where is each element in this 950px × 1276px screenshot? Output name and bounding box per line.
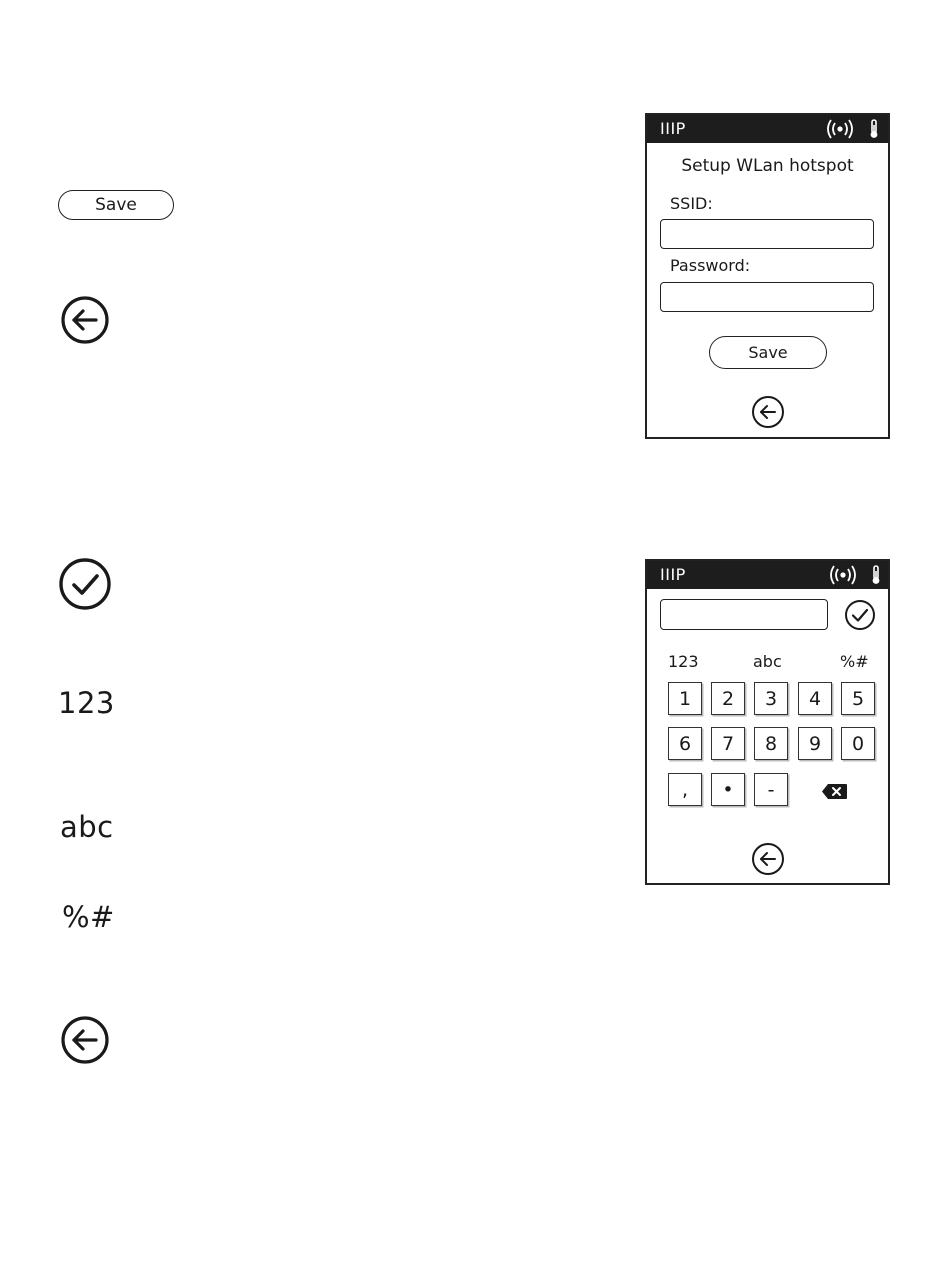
key-dash[interactable]: - [754,773,788,806]
key-6[interactable]: 6 [668,727,702,760]
back-arrow-icon[interactable] [60,295,110,345]
keypad-screen [645,559,890,885]
status-bar [647,115,888,143]
wifi-signal-icon [828,565,858,585]
mode-alpha-tab[interactable]: abc [753,652,782,671]
key-0[interactable]: 0 [841,727,875,760]
key-3[interactable]: 3 [754,682,788,715]
key-comma[interactable]: , [668,773,702,806]
brand-logo: IIIP [660,565,686,584]
back-arrow-icon[interactable] [751,842,785,876]
symbol-mode-label[interactable]: %# [62,900,115,934]
text-input[interactable] [660,599,828,630]
page-title: Setup WLan hotspot [681,156,854,176]
password-field[interactable] [660,282,874,312]
backspace-icon[interactable] [821,783,848,800]
ssid-field[interactable] [660,219,874,249]
wifi-signal-icon [825,119,855,139]
key-dot[interactable]: • [711,773,745,806]
key-2[interactable]: 2 [711,682,745,715]
legend-save-button[interactable]: Save [58,190,174,220]
checkmark-icon[interactable] [58,557,112,611]
mode-symbol-tab[interactable]: %# [840,652,869,671]
thermometer-icon [870,565,882,585]
key-8[interactable]: 8 [754,727,788,760]
alpha-mode-label[interactable]: abc [60,810,114,844]
save-button[interactable]: Save [709,336,827,369]
key-7[interactable]: 7 [711,727,745,760]
brand-logo: IIIP [660,119,686,138]
status-bar [647,561,888,589]
ssid-label: SSID: [670,194,713,213]
password-label: Password: [670,256,751,275]
key-4[interactable]: 4 [798,682,832,715]
thermometer-icon [868,119,880,139]
key-5[interactable]: 5 [841,682,875,715]
checkmark-icon[interactable] [844,599,876,631]
back-arrow-icon[interactable] [751,395,785,429]
key-9[interactable]: 9 [798,727,832,760]
mode-numeric-tab[interactable]: 123 [668,652,699,671]
key-1[interactable]: 1 [668,682,702,715]
back-arrow-icon[interactable] [60,1015,110,1065]
numeric-mode-label[interactable]: 123 [58,686,115,720]
wlan-setup-screen [645,113,890,439]
